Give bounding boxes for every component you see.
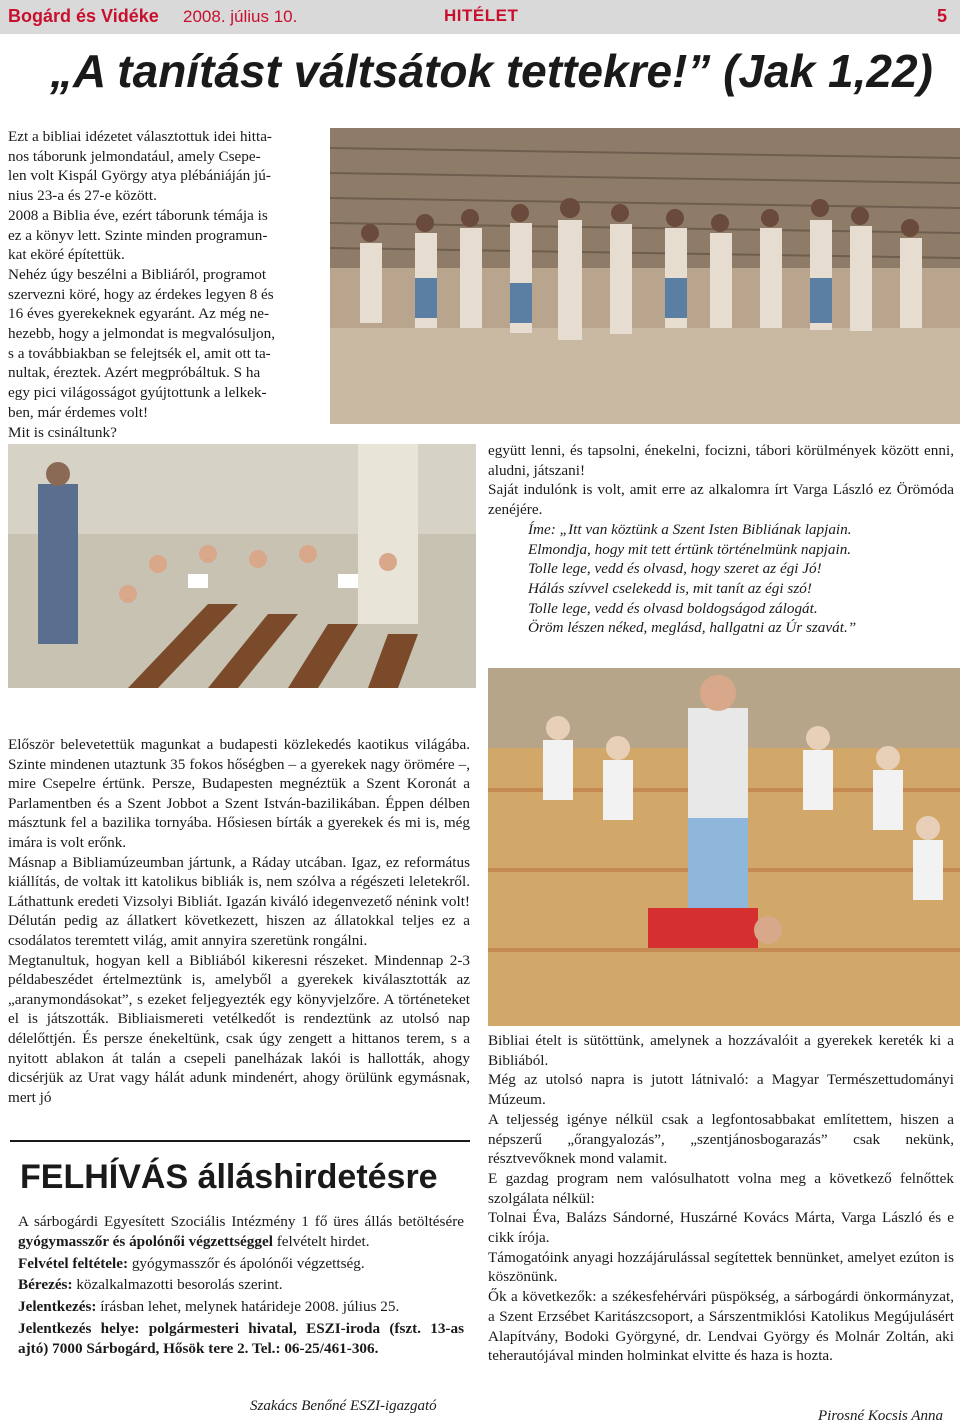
intro-line: szervezni köré, hogy az érdekes legyen 8 és <box>8 285 274 303</box>
advert-condition-label: Felvétel feltétele: <box>18 1254 129 1272</box>
author-signature: Pirosné Kocsis Anna <box>818 1408 944 1424</box>
poem-line: Öröm lészen néked, meglásd, hallgatni az Úr szavát.” <box>528 619 857 637</box>
intro-line: Ezt a bibliai idézetet választottuk idei hitta- <box>8 128 272 145</box>
anthem-poem <box>488 520 954 638</box>
advert-intro <box>18 1212 464 1252</box>
advert-body <box>18 1212 464 1361</box>
advert-divider <box>10 1140 470 1142</box>
advert-apply-label: Jelentkezés: <box>18 1298 97 1316</box>
intro-line: kat eköré építettük. <box>8 246 125 264</box>
paragraph: Ők a következők: a székesfehérvári püspökség, a sárbogárdi önkormányzat, a Szent Erzsébet Karitászcsoport, a Sárszentmiklósi Katolikus Megújulásért Alapítvány, Bodoki Györgyné, dr. Lendvai György és Molnár Zoltán, aki teherautójával minden holminkat elvitte és haza is hozta. <box>488 1288 954 1365</box>
advert-place-text: Jelentkezés helye: polgármesteri hivatal, ESZI-iroda (fszt. 13-as ajtó) 7000 Sárbogárd, Hősök tere 2. Tel.: 06-25/461-306. <box>18 1319 464 1357</box>
left-middle-text <box>8 735 470 1107</box>
poem-line: Hálás szívvel cselekedd is, mit tanít az égi szó! <box>528 579 812 597</box>
advert-signature: Szakács Benőné ESZI-igazgató <box>250 1398 437 1414</box>
paragraph: Saját indulónk is volt, amit erre az alkalomra írt Varga László ez Örömóda zenéjére. <box>488 481 954 519</box>
intro-line: Mit is csináltunk? <box>8 423 117 441</box>
children-game-photo <box>488 668 960 1026</box>
intro-line: nos táborunk jelmondatául, amely Csepe- <box>8 147 261 165</box>
page-header <box>0 0 960 34</box>
advert-intro-end: felvételt hirdet. <box>272 1232 370 1250</box>
church-photo-image <box>8 444 476 688</box>
intro-text <box>8 127 324 442</box>
advert-condition <box>18 1254 464 1274</box>
section-title: HITÉLET <box>444 6 519 25</box>
paragraph: Másnap a Bibliamúzeumban jártunk, a Ráday utcában. Igaz, ez református kiállítás, de voltak itt katolikus bibliák is, nem szólva a régészeti leletekről. Láthattunk eredeti Vizsolyi Bibliát. Igazán kiváló idegenvezető nénink volt! Délután pedig az állatkert következett, hiszen az állatokkal teljes ez a csodálatos teremtett világ, amit annyira szeretünk rongálni. <box>8 853 470 949</box>
advert-place <box>18 1319 464 1359</box>
poem-line: Tolle lege, vedd és olvasd, hogy szeret az égi Jó! <box>528 560 822 578</box>
intro-line: 2008 a Biblia éve, ezért táborunk témája is <box>8 206 268 224</box>
advert-apply-value: írásban lehet, melynek határideje 2008. július 25. <box>96 1298 400 1316</box>
advert-condition-value: gyógymasszőr és ápolónői végzettség. <box>128 1254 365 1272</box>
group-photo-steps <box>330 128 960 424</box>
intro-line: nultak, éreztek. Azért megpróbáltuk. S ha <box>8 364 261 382</box>
paragraph: Még az utolsó napra is jutott látnivaló: a Magyar Természettudományi Múzeum. <box>488 1071 954 1109</box>
group-photo-image <box>330 128 960 424</box>
intro-line: nius 23-a és 27-e között. <box>8 187 157 205</box>
right-upper-text <box>488 441 954 638</box>
paragraph: Megtanultuk, hogyan kell a Bibliából kikeresni részeket. Mindennap 2-3 példabeszédet értelmeztünk is, amelyből a gyerekek kiválasztották az „aranymondásokat”, s ezeket feljegyezték egy könyvjelzőre. A történeteket el is játszották. Bibliaismereti vetélkedőt is rendeztünk az utolsó nap délelőttjén. És persze énekeltünk, csak úgy zengett a hittanos terem, s a nyitott ablakon át talán a csepeli panelházak lakói is hallották, ahogy dicsérjük az Urat vagy hálát adunk mindenért, ahogy örülünk egymásnak, mert jó <box>8 951 470 1106</box>
advert-pay <box>18 1275 464 1295</box>
intro-line: s a továbbiakban se felejtsék el, amit ott ta- <box>8 344 271 362</box>
advert-pay-label: Bérezés: <box>18 1276 73 1294</box>
intro-line: ez a könyv lett. Szinte minden programun- <box>8 226 268 244</box>
paragraph: E gazdag program nem valósulhatott volna meg a következő felnőttek szolgálata nélkül: <box>488 1169 954 1207</box>
paragraph: Először belevetettük magunkat a budapesti közlekedés kaotikus világába. Szinte mindenen utaztunk 35 fokos hőségben – a gyerekek nagy örömére –, mire Csepelre értünk. Persze, Budapesten megnéztük a Szent Koronát a Parlamentben és a Szent Jobbot a Szent István-bazilikában. Éppen délben másztunk fel a bazilika tornyába. Hősiesen bírták a gyerekek és mi is, még imára is volt erőnk. <box>8 736 470 851</box>
paragraph: A teljesség igénye nélkül csak a legfontosabbakat említettem, hiszen a népszerű „őrangyalozás”, „szentjánosbogarazás” csak nekünk, résztvevőknek mond valamit. <box>488 1110 954 1168</box>
poem-line: Elmondja, hogy mit tett értünk történelmünk napjain. <box>528 540 852 558</box>
advert-intro-text: A sárbogárdi Egyesített Szociális Intézmény 1 fő üres állás betöltésére <box>18 1213 464 1230</box>
intro-line: len volt Kispál György atya plébániáján jú- <box>8 167 271 185</box>
right-lower-text <box>488 1031 954 1366</box>
advert-title: FELHÍVÁS álláshirdetésre <box>20 1158 438 1196</box>
paragraph: Tolnai Éva, Balázs Sándorné, Huszárné Kovács Márta, Varga László és e cikk írója. <box>488 1209 954 1247</box>
paragraph: Támogatóink anyagi hozzájárulással segítettek bennünket, amelyet ezúton is köszönünk. <box>488 1248 954 1286</box>
poem-line: Tolle lege, vedd és olvasd boldogságod zálogát. <box>528 599 818 617</box>
intro-line: ben, már érdemes volt! <box>8 403 149 421</box>
church-interior-photo <box>8 444 476 688</box>
paragraph: együtt lenni, és tapsolni, énekelni, focizni, tábori körülmények között enni, aludni, játszani! <box>488 442 954 479</box>
poem-line: Íme: „Itt van köztünk a Szent Isten Bibliának lapjain. <box>528 520 852 538</box>
intro-line: hezebb, hogy a jelmondat is megvalósuljon, <box>8 325 275 343</box>
issue-date: 2008. július 10. <box>183 7 298 26</box>
page-number: 5 <box>937 6 948 26</box>
intro-line: egy pici világosságot gyújtottunk a lelkek- <box>8 384 267 402</box>
intro-line: 16 éves gyerekeknek egyaránt. Az még ne- <box>8 305 270 323</box>
advert-apply <box>18 1297 464 1317</box>
advert-pay-value: közalkalmazotti besorolás szerint. <box>72 1276 283 1294</box>
advert-intro-qualification: gyógymasszőr és ápolónői végzettséggel <box>18 1232 273 1250</box>
paragraph: Bibliai ételt is sütöttünk, amelynek a hozzávalóit a gyerekek kereték ki a Bibliából. <box>488 1032 954 1069</box>
intro-line: Nehéz úgy beszélni a Bibliáról, programot <box>8 265 267 283</box>
publication-name: Bogárd és Vidéke <box>8 6 159 26</box>
children-photo-image <box>488 668 960 1026</box>
article-headline: „A tanítást váltsátok tettekre!” (Jak 1,22) <box>50 45 933 97</box>
